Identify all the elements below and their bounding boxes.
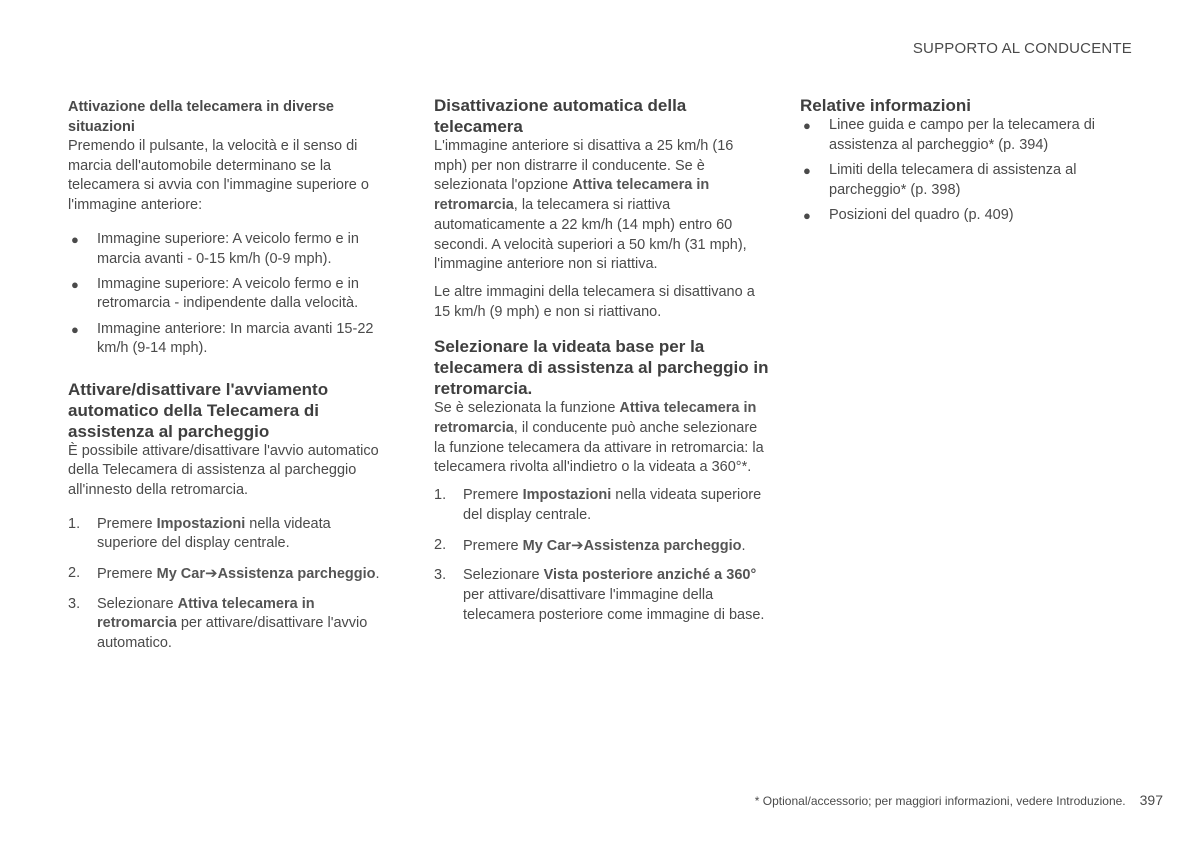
- arrow-right-icon: ➔: [205, 565, 218, 583]
- bullet-icon: ●: [803, 118, 811, 133]
- arrow-right-icon: ➔: [571, 536, 584, 554]
- menu-item-reference: My Car: [156, 566, 205, 583]
- column-middle: [434, 95, 769, 635]
- related-info-list: [800, 116, 1120, 226]
- footnote: * Optional/accessorio; per maggiori informazioni, vedere Introduzione.: [754, 794, 1126, 808]
- step-item: 1. Premere Impostazioni nella videata superiore del display centrale.: [434, 487, 762, 523]
- list-item: ● Immagine superiore: A veicolo fermo e in retromarcia - indipendente dalla velocità.: [71, 275, 359, 312]
- section-heading: Selezionare la videata base per la telecamera di assistenza al parcheggio in retromarcia.: [434, 337, 769, 399]
- menu-item-reference: My Car: [522, 537, 571, 554]
- menu-item-reference: Impostazioni: [522, 487, 612, 504]
- steps-list: [68, 515, 393, 654]
- related-link[interactable]: ● Limiti della telecamera di assistenza al parcheggio* (p. 398): [803, 161, 1077, 198]
- bullet-icon: ●: [71, 321, 79, 337]
- list-item: ● Immagine superiore: A veicolo fermo e in marcia avanti - 0-15 km/h (0-9 mph).: [71, 230, 359, 267]
- section-heading: Relative informazioni: [800, 96, 971, 115]
- list-item: ● Immagine anteriore: In marcia avanti 15-22 km/h (9-14 mph).: [71, 320, 374, 357]
- paragraph: L'immagine anteriore si disattiva a 25 km/h (16 mph) per non distrarre il conducente. Se è selezionata l'opzione Attiva telecamera in retromarcia, la telecamera si riattiva automaticamente a 22 km/h (14 mph) entro 60 secondi. A velocità superiori a 50 km/h (31 mph), l'immagine anteriore non si riattiva.: [434, 138, 747, 273]
- related-link[interactable]: ● Posizioni del quadro (p. 409): [800, 206, 1120, 226]
- menu-item-reference: Impostazioni: [156, 515, 246, 532]
- page-header-title: SUPPORTO AL CONDUCENTE: [912, 40, 1132, 57]
- column-right: [800, 95, 1120, 231]
- paragraph: È possibile attivare/disattivare l'avvio automatico della Telecamera di assistenza al parcheggio all'innesto della retromarcia.: [68, 442, 379, 498]
- paragraph: Premendo il pulsante, la velocità e il senso di marcia dell'automobile determinano se la telecamera si avvia con l'immagine superiore o l'immagine anteriore:: [68, 138, 369, 214]
- section-heading: Disattivazione automatica della telecamera: [434, 96, 687, 136]
- paragraph: Le altre immagini della telecamera si disattivano a 15 km/h (9 mph) e non si riattivano.: [434, 283, 755, 320]
- bullet-icon: ●: [803, 207, 811, 223]
- section-heading: Attivare/disattivare l'avviamento automatico della Telecamera di assistenza al parcheggio: [68, 379, 329, 441]
- steps-list: [434, 486, 769, 625]
- bullet-list: [68, 230, 393, 359]
- step-item: 3. Selezionare Attiva telecamera in retromarcia per attivare/disattivare l'avvio automatico.: [68, 595, 368, 652]
- bullet-icon: ●: [71, 276, 79, 292]
- column-left: [68, 95, 393, 664]
- step-item: 2. Premere My Car➔Assistenza parcheggio.: [434, 536, 746, 554]
- page-number: 397: [1139, 792, 1163, 808]
- menu-item-reference: Assistenza parcheggio: [217, 566, 376, 583]
- bullet-icon: ●: [71, 231, 79, 247]
- menu-item-reference: Attiva telecamera in retromarcia: [97, 595, 315, 632]
- section-heading: Attivazione della telecamera in diverse situazioni: [68, 99, 334, 135]
- step-item: 2. Premere My Car➔Assistenza parcheggio.: [68, 565, 380, 583]
- step-item: 3. Selezionare Vista posteriore anziché a 360° per attivare/disattivare l'immagine della telecamera posteriore come immagine di base.: [434, 567, 765, 623]
- related-link[interactable]: ● Linee guida e campo per la telecamera di assistenza al parcheggio* (p. 394): [803, 117, 1095, 153]
- menu-item-reference: Assistenza parcheggio: [583, 537, 742, 554]
- paragraph: Se è selezionata la funzione Attiva telecamera in retromarcia, il conducente può anche selezionare la funzione telecamera da attivare in retromarcia: la telecamera rivolta all'indietro o la videata a 360°*.: [434, 400, 764, 476]
- bullet-icon: ●: [803, 162, 811, 178]
- setting-reference: Attiva telecamera in retromarcia: [434, 177, 710, 214]
- menu-item-reference: Vista posteriore anziché a 360°: [543, 567, 757, 584]
- page-footer: [755, 792, 1163, 808]
- setting-reference: Attiva telecamera in retromarcia: [434, 400, 757, 437]
- step-item: 1. Premere Impostazioni nella videata superiore del display centrale.: [68, 515, 331, 552]
